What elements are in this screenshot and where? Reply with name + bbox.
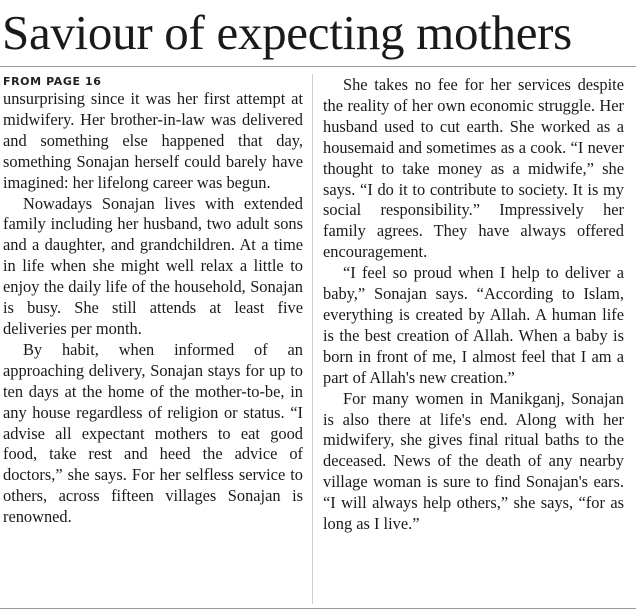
paragraph: unsurprising since it was her first attempt at midwifery. Her brother-in-law was delivered and something else happened that day, something Sonajan herself could barely have imagined: her lifelong career was begun. bbox=[3, 89, 303, 192]
jump-label: FROM PAGE 16 bbox=[3, 75, 102, 88]
paragraph: “I feel so proud when I help to deliver a baby,” Sonajan says. “According to Islam, everything is created by Allah. A human life is the best creation of Allah. When a baby is born in front of me, I almost feel that I am a part of Allah's new creation.” bbox=[323, 263, 624, 387]
paragraph: Nowadays Sonajan lives with extended family including her husband, two adult sons and a daughter, and grandchildren. At a time in life when she might well relax a little to enjoy the daily life of the household, Sonajan is busy. She still attends at least five deliveries per month. bbox=[3, 193, 303, 338]
paragraph: By habit, when informed of an approaching delivery, Sonajan stays for up to ten days at the home of the mother-to-be, in any house regardless of religion or status. “I advise all expectant mothers to eat good food, take rest and heed the advice of doctors,” she says. For her selfless service to others, across fifteen villages Sonajan is renowned. bbox=[3, 339, 303, 527]
headline: Saviour of expecting mothers bbox=[2, 5, 572, 60]
paragraph: For many women in Manikganj, Sonajan is also there at life's end. Along with her midwifery, she gives final ritual baths to the deceased. News of the death of any nearby village woman is sure to find Sonajan's ears. “I will always help others,” she says, “for as long as I live.” bbox=[323, 388, 624, 534]
bottom-rule bbox=[0, 608, 636, 609]
column-divider bbox=[312, 74, 313, 604]
left-column bbox=[3, 74, 303, 528]
paragraph: She takes no fee for her services despite the reality of her own economic struggle. Her husband used to cut earth. She worked as a housemaid and sometimes as a cook. “I never thought to take money as a midwife,” she says. “I do it to contribute to society. It is my social responsibility.” Impressively her family agrees. They have always offered encouragement. bbox=[323, 75, 624, 262]
right-column bbox=[323, 74, 624, 535]
headline-rule bbox=[0, 66, 636, 67]
